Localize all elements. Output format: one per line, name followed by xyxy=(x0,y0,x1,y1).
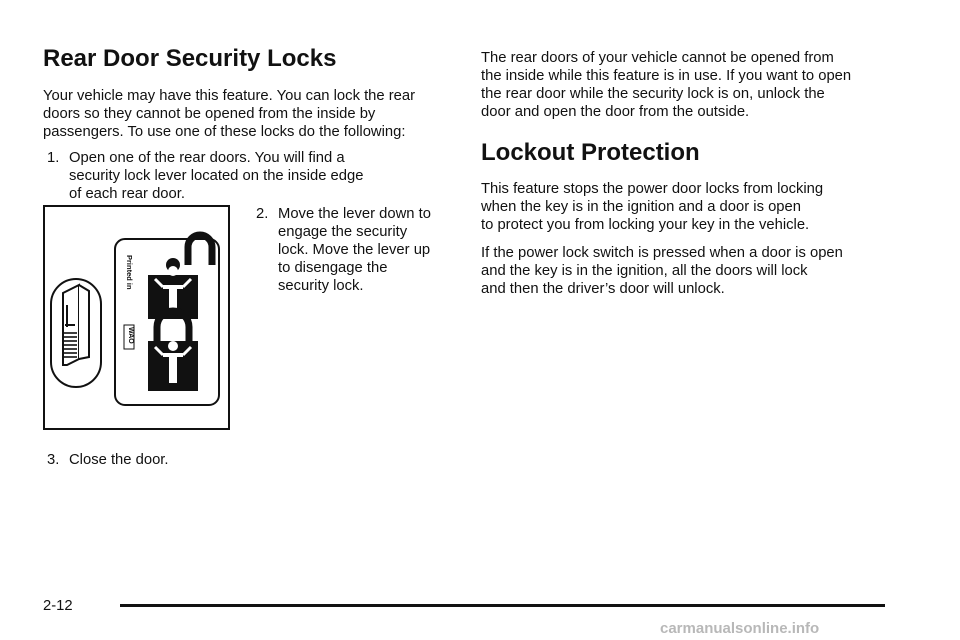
step-line: to disengage the xyxy=(278,260,388,276)
step-line: Move the lever down to xyxy=(278,206,431,222)
paragraph-line: to protect you from locking your key in the vehicle. xyxy=(481,217,810,233)
paragraph-line: This feature stops the power door locks from locking xyxy=(481,181,824,197)
step-1 xyxy=(47,149,451,203)
step-line: Open one of the rear doors. You will find a xyxy=(69,150,345,166)
security-lock-illustration xyxy=(43,205,230,430)
lockout-behavior-paragraph xyxy=(481,244,891,298)
step-number: 3. xyxy=(47,452,60,468)
step-2 xyxy=(256,205,456,295)
step-line: engage the security xyxy=(278,224,408,240)
left-column xyxy=(43,45,453,468)
wao-label: WAO xyxy=(127,327,134,344)
step-number: 1. xyxy=(47,150,60,166)
step-number: 2. xyxy=(256,206,269,222)
step-line: security lock. xyxy=(278,278,364,294)
paragraph-line: The rear doors of your vehicle cannot be opened from xyxy=(481,50,834,66)
step-text xyxy=(69,149,451,203)
footer-rule xyxy=(120,604,885,607)
lockout-description-paragraph xyxy=(481,180,891,234)
paragraph-line: the inside while this feature is in use. If you want to open xyxy=(481,68,852,84)
intro-paragraph xyxy=(43,87,453,141)
printed-in-label: Printed in xyxy=(125,255,134,290)
intro-line: Your vehicle may have this feature. You can lock the rear xyxy=(43,88,416,104)
section-heading-lockout-protection: Lockout Protection xyxy=(481,139,700,166)
security-lock-note-paragraph xyxy=(481,49,891,121)
section-heading-rear-door-security-locks: Rear Door Security Locks xyxy=(43,45,337,72)
lock-lever-diagram xyxy=(45,207,228,428)
intro-line: doors so they cannot be opened from the inside by xyxy=(43,106,376,122)
page-number: 2-12 xyxy=(43,598,73,614)
step-line: security lock lever located on the inside edge xyxy=(69,168,364,184)
step-text: Close the door. xyxy=(69,452,169,468)
intro-line: passengers. To use one of these locks do the following: xyxy=(43,124,406,140)
step-line: lock. Move the lever up xyxy=(278,242,431,258)
paragraph-line: door and open the door from the outside. xyxy=(481,104,750,120)
paragraph-line: and the key is in the ignition, all the doors will lock xyxy=(481,263,808,279)
paragraph-line: when the key is in the ignition and a door is open xyxy=(481,199,801,215)
lever-side xyxy=(79,285,89,359)
paragraph-line: and then the driver’s door will unlock. xyxy=(481,281,725,297)
paragraph-line: the rear door while the security lock is on, unlock the xyxy=(481,86,825,102)
lever-grip xyxy=(63,333,77,357)
step-3 xyxy=(47,451,347,469)
step-line: of each rear door. xyxy=(69,186,185,202)
watermark: carmanualsonline.info xyxy=(660,620,820,637)
paragraph-line: If the power lock switch is pressed when a door is open xyxy=(481,245,843,261)
step-text xyxy=(278,205,456,295)
locked-child-icon xyxy=(148,311,198,391)
